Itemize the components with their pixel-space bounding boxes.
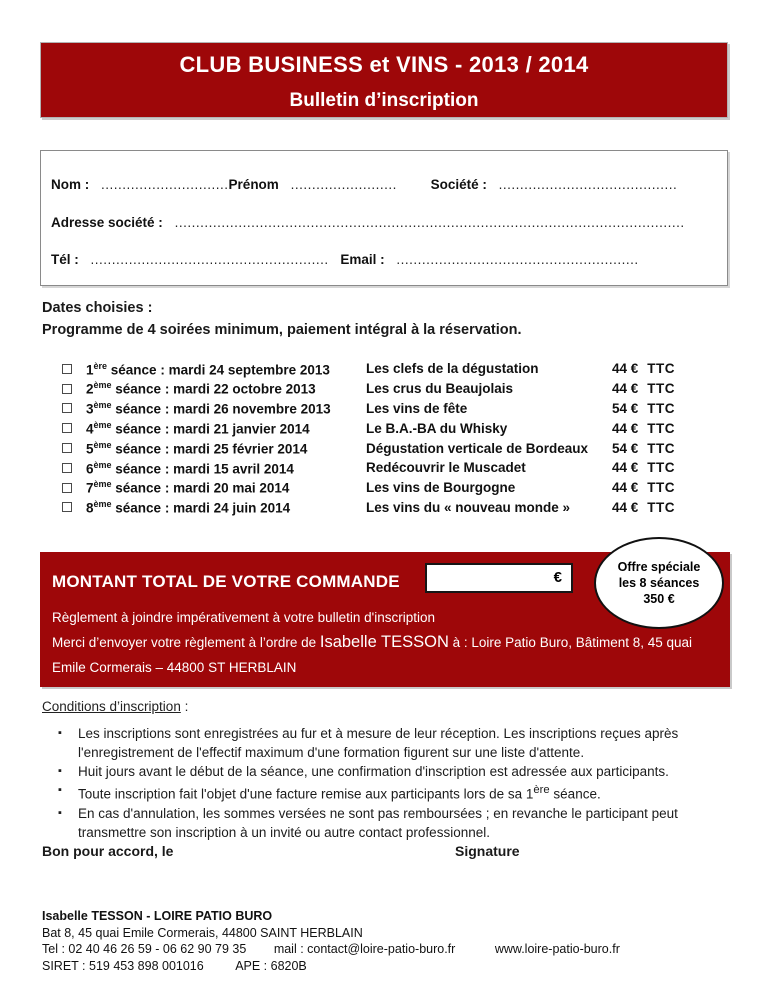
offer-line2: les 8 séances — [618, 576, 700, 590]
tel-label: Tél : — [51, 252, 79, 267]
montant-total-label: MONTANT TOTAL DE VOTRE COMMANDE — [52, 572, 400, 591]
bon-pour-accord-label: Bon pour accord, le — [42, 843, 174, 859]
contact-form-box — [40, 150, 728, 286]
email-label: Email : — [340, 252, 385, 267]
seance-3-checkbox[interactable] — [62, 403, 72, 413]
conditions-list — [58, 724, 714, 842]
seance-row — [62, 498, 730, 518]
seance-2-checkbox[interactable] — [62, 384, 72, 394]
seance-topic: Le B.A.-BA du Whisky — [366, 420, 508, 436]
seance-date: 1ère séance : mardi 24 septembre 2013 — [86, 360, 330, 378]
seance-row — [62, 379, 730, 399]
footer-ape: APE : 6820B — [235, 958, 307, 973]
seance-list — [62, 359, 730, 517]
footer-legal — [42, 958, 620, 975]
page-subtitle: Bulletin d’inscription — [289, 90, 479, 111]
seance-price: 44 € TTC — [612, 361, 676, 377]
bullet-icon: ▪ — [58, 806, 62, 819]
seance-date: 6ème séance : mardi 15 avril 2014 — [86, 459, 294, 477]
euro-symbol: € — [553, 569, 562, 586]
seance-price: 54 € TTC — [612, 440, 676, 456]
condition-item: ▪ Huit jours avant le début de la séance, une confirmation d'inscription est adressée aux participants. — [58, 764, 669, 779]
conditions-title: Conditions d’inscription : — [42, 699, 189, 714]
seance-row — [62, 399, 730, 419]
email-field[interactable]: ......................................................... — [396, 252, 639, 267]
nom-label: Nom : — [51, 177, 90, 192]
page-title: CLUB BUSINESS et VINS - 2013 / 2014 — [179, 52, 589, 77]
seance-price: 54 € TTC — [612, 400, 676, 416]
seance-topic: Dégustation verticale de Bordeaux — [366, 440, 589, 456]
seance-7-checkbox[interactable] — [62, 483, 72, 493]
condition-item: ▪ Toute inscription fait l'objet d'une facture remise aux participants lors de sa 1ère séance. — [58, 781, 714, 804]
seance-row — [62, 478, 730, 498]
seance-row — [62, 418, 730, 438]
societe-label: Société : — [430, 177, 487, 192]
seance-8-checkbox[interactable] — [62, 502, 72, 512]
prenom-field[interactable]: ......................... — [290, 177, 397, 192]
seance-price: 44 € TTC — [612, 480, 676, 496]
seance-topic: Les clefs de la dégustation — [366, 361, 539, 377]
footer-siret: SIRET : 519 453 898 001016 — [42, 958, 204, 973]
offer-line3: 350 € — [643, 592, 675, 606]
seance-date: 8ème séance : mardi 24 juin 2014 — [86, 499, 291, 516]
seance-price: 44 € TTC — [612, 381, 676, 397]
seance-5-checkbox[interactable] — [62, 443, 72, 453]
header-banner — [40, 42, 728, 118]
programme-subheading: Programme de 4 soirées minimum, paiement intégral à la réservation. — [42, 322, 522, 338]
total-section — [40, 552, 730, 687]
seance-price: 44 € TTC — [612, 460, 676, 476]
offer-line1: Offre spéciale — [617, 560, 701, 574]
form-line-address — [51, 215, 719, 230]
footer-mail: mail : contact@loire-patio-buro.fr — [273, 942, 456, 956]
footer-contact-block — [42, 908, 620, 974]
condition-item: ▪ Les inscriptions sont enregistrées au fur et à mesure de leur réception. Les inscriptions reçues après l'enregistrement de l'effectif maximum d'une formation figurent sur une liste d'attente. — [58, 726, 679, 760]
signature-label: Signature — [455, 843, 520, 859]
tel-field[interactable]: ........................................................ — [90, 252, 329, 267]
nom-field[interactable]: .............................. — [101, 177, 229, 192]
adresse-field[interactable]: ........................................................................................................................ — [174, 215, 685, 230]
seance-topic: Redécouvrir le Muscadet — [366, 460, 526, 476]
seance-1-checkbox[interactable] — [62, 364, 72, 374]
seance-price: 44 € TTC — [612, 420, 676, 436]
form-line-contact — [51, 252, 719, 267]
seance-topic: Les vins du « nouveau monde » — [366, 499, 571, 515]
footer-company: Isabelle TESSON - LOIRE PATIO BURO — [42, 909, 273, 923]
envoi-note-suite: Emile Cormerais – 44800 ST HERBLAIN — [52, 660, 297, 675]
seance-topic: Les crus du Beaujolais — [366, 381, 514, 397]
bullet-icon: ▪ — [58, 727, 62, 739]
seance-4-checkbox[interactable] — [62, 423, 72, 433]
adresse-label: Adresse société : — [51, 215, 163, 230]
footer-contacts — [42, 941, 620, 958]
footer-tel: Tel : 02 40 46 26 59 - 06 62 90 79 35 — [42, 942, 247, 956]
seance-topic: Les vins de fête — [366, 400, 468, 416]
seance-row — [62, 458, 730, 478]
seance-date: 3ème séance : mardi 26 novembre 2013 — [86, 400, 331, 417]
envoi-note: Merci d’envoyer votre règlement à l’ordre de Isabelle TESSON à : Loire Patio Buro, Bâtiment 8, 45 quai — [52, 633, 693, 651]
prenom-label: Prénom — [228, 177, 279, 192]
seance-price: 44 € TTC — [612, 499, 676, 515]
seance-date: 4ème séance : mardi 21 janvier 2014 — [86, 420, 310, 437]
bullet-icon: ▪ — [58, 784, 62, 796]
condition-item: ▪ En cas d'annulation, les sommes versées ne sont pas remboursées ; en revanche le participant peut transmettre son inscription à un invité ou autre contact professionnel. — [58, 805, 678, 840]
reglement-note: Règlement à joindre impérativement à votre bulletin d'inscription — [52, 610, 436, 625]
seance-date: 2ème séance : mardi 22 octobre 2013 — [86, 380, 316, 397]
footer-address: Bat 8, 45 quai Emile Cormerais, 44800 SAINT HERBLAIN — [42, 925, 363, 940]
total-amount-input[interactable] — [425, 563, 573, 593]
bullet-icon: ▪ — [58, 765, 62, 777]
offre-speciale-badge — [594, 537, 724, 629]
dates-choisies-heading: Dates choisies : — [42, 300, 153, 316]
seance-date: 5ème séance : mardi 25 février 2014 — [86, 439, 308, 457]
seance-row — [62, 438, 730, 458]
footer-website: www.loire-patio-buro.fr — [494, 942, 620, 956]
payee-name: Isabelle TESSON — [319, 633, 449, 651]
seance-date: 7ème séance : mardi 20 mai 2014 — [86, 479, 290, 496]
seance-topic: Les vins de Bourgogne — [366, 480, 516, 496]
societe-field[interactable]: .......................................... — [498, 177, 678, 192]
seance-row — [62, 359, 730, 379]
form-line-identity — [51, 177, 719, 192]
seance-6-checkbox[interactable] — [62, 463, 72, 473]
